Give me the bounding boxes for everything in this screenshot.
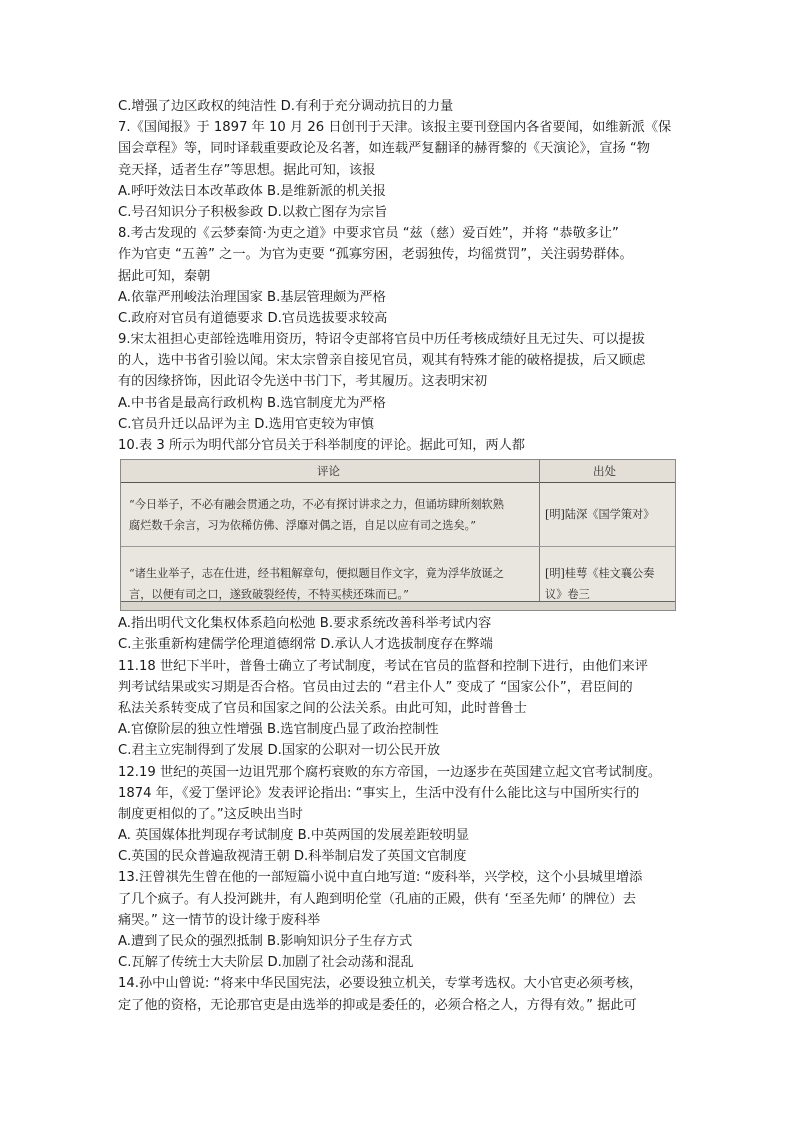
- text-line: 14.孙中山曾说: “将来中华民国宪法，必要设独立机关，专掌考选权。大小官吏必须考核，: [118, 976, 643, 992]
- table-header: [121, 460, 675, 483]
- text-line: 痛哭。” 这一情节的设计缘于废科举: [118, 912, 321, 928]
- table-header-comment: 评论: [317, 464, 340, 479]
- text-line: 作为官吏 “五善” 之一。为官为吏要 “孤寡穷困，老弱独传，均徭赏罚”，关注弱势群体。: [118, 247, 633, 263]
- text-line: A.中书省是最高行政机构 B.选官制度尤为严格: [118, 395, 386, 411]
- text-line: 的人，选中书省引验以闻。宋太宗曾亲自接见官员，观其有特殊才能的破格提拔，后又顾虑: [118, 353, 646, 369]
- text-line: 国会章程》等，同时译载重要政论及名著，如连载严复翻译的赫胥黎的《天演论》，宣扬 “物: [118, 141, 650, 157]
- text-line: A. 英国媒体批判现存考试制度 B.中英两国的发展差距较明显: [118, 828, 470, 844]
- text-line: C.官员升迁以品评为主 D.选用官吏较为审慎: [118, 416, 375, 432]
- text-line: 据此可知，秦朝: [118, 268, 211, 284]
- text-line: C.政府对官员有道德要求 D.官员选拔要求较高: [118, 310, 388, 326]
- table-column-divider: [539, 460, 540, 610]
- table-row-divider: [121, 546, 675, 547]
- text-line: 有的因缘挤饰，因此诏令先送中书门下，考其履历。这表明宋初: [118, 374, 488, 390]
- text-line: C.主张重新构建儒学伦理道德纲常 D.承认人才选拔制度存在弊端: [118, 637, 493, 653]
- document-page: [118, 96, 678, 1016]
- text-line: 12.19 世纪的英国一边诅咒那个腐朽衰败的东方帝国，一边逐步在英国建立起文官考试制度。: [118, 764, 662, 780]
- table-row2-source-line1: [明]桂萼《桂文襄公奏: [545, 567, 655, 581]
- text-line: A.依靠严刑峻法治理国家 B.基层管理颇为严格: [118, 289, 386, 305]
- text-line: 1874 年，《爱丁堡评论》发表评论指出: “事实上，生活中没有什么能比这与中国所实行的: [118, 785, 640, 801]
- table-row1-comment-line1: “今日举子，不必有融会贯通之功，不必有探讨讲求之力，但诵坊肆所刻软熟: [129, 498, 504, 512]
- question-block-top: [118, 96, 678, 456]
- text-line: 13.汪曾祺先生曾在他的一部短篇小说中直白地写道: “废科举，兴学校，这个小县城里增添: [118, 870, 643, 886]
- text-line: A.遭到了民众的强烈抵制 B.影响知识分子生存方式: [118, 934, 413, 949]
- text-line: C.增强了边区政权的纯洁性 D.有利于充分调动抗日的力量: [118, 99, 454, 114]
- text-line: 11.18 世纪下半叶，普鲁士确立了考试制度，考试在官员的监督和控制下进行，由他们来评: [118, 658, 648, 674]
- text-line: 8.考古发现的《云梦秦简·为吏之道》中要求官员 “兹（慈）爱百姓”，并将 “恭敬多让”: [118, 226, 619, 242]
- text-line: A.指出明代文化集权体系趋向松弛 B.要求系统改善科举考试内容: [118, 616, 492, 632]
- text-line: C.君主立宪制得到了发展 D.国家的公职对一切公民开放: [118, 743, 441, 759]
- text-line: 9.宋太祖担心吏部铨选唯用资历，特诏令吏部将官员中历任考核成绩好且无过失、可以提拔: [118, 332, 645, 348]
- comment-table-image: [120, 459, 676, 611]
- table-row2-source-line2: 议》卷三: [545, 588, 590, 602]
- table-row1-comment-line2: 腐烂数千余言，习为依稀仿佛、浮靡对偶之语，自足以应有司之选矣。”: [129, 519, 476, 533]
- text-line: 10.表 3 所示为明代部分官员关于科举制度的评论。据此可知，两人都: [118, 438, 525, 453]
- text-line: 私法关系转变成了官员和国家之间的公法关系。由此可知，此时普鲁士: [118, 700, 527, 716]
- question-block-bottom: [118, 613, 678, 1016]
- table-row1-source: [明]陆深《国学策对》: [545, 508, 655, 522]
- text-line: A.官僚阶层的独立性增强 B.选官制度凸显了政治控制性: [118, 722, 439, 738]
- text-line: 制度更相似的了。”这反映出当时: [118, 806, 303, 822]
- text-line: 竞天择，适者生存”等思想。据此可知，该报: [118, 162, 376, 178]
- text-line: 定了他的资格，无论那官吏是由选举的抑或是委任的，必须合格之人，方得有效。” 据此可: [118, 997, 637, 1013]
- text-line: 了几个疯子。有人投河跳井，有人跑到明伦堂（孔庙的正殿，供有 ‘至圣先师’ 的牌位）去: [118, 891, 636, 907]
- table-header-source: 出处: [593, 464, 616, 479]
- table-row2-comment-line2: 言，以便有司之口，遂致破裂经传，不特买椟还珠而已。”: [129, 588, 409, 602]
- text-line: C.号召知识分子积极参政 D.以救亡图存为宗旨: [118, 204, 388, 220]
- text-line: C.英国的民众普遍敌视清王朝 D.科举制启发了英国文官制度: [118, 849, 467, 865]
- table-row2-comment-line1: “诸生业举子，志在仕进，经书粗解章句，便拟题目作文字，竟为浮华放诞之: [129, 567, 504, 581]
- text-line: C.瓦解了传统士大夫阶层 D.加剧了社会动荡和混乱: [118, 955, 414, 971]
- text-line: 判考试结果或实习期是否合格。官员由过去的 “君主仆人” 变成了 “国家公仆”，君臣间的: [118, 679, 633, 695]
- text-line: 7.《国闻报》于 1897 年 10 月 26 日创刊于天津。该报主要刊登国内各省要闻，如维新派《保: [118, 120, 672, 136]
- text-line: A.呼吁效法日本改革政体 B.是维新派的机关报: [118, 183, 386, 199]
- table-scan-edge: [121, 601, 675, 610]
